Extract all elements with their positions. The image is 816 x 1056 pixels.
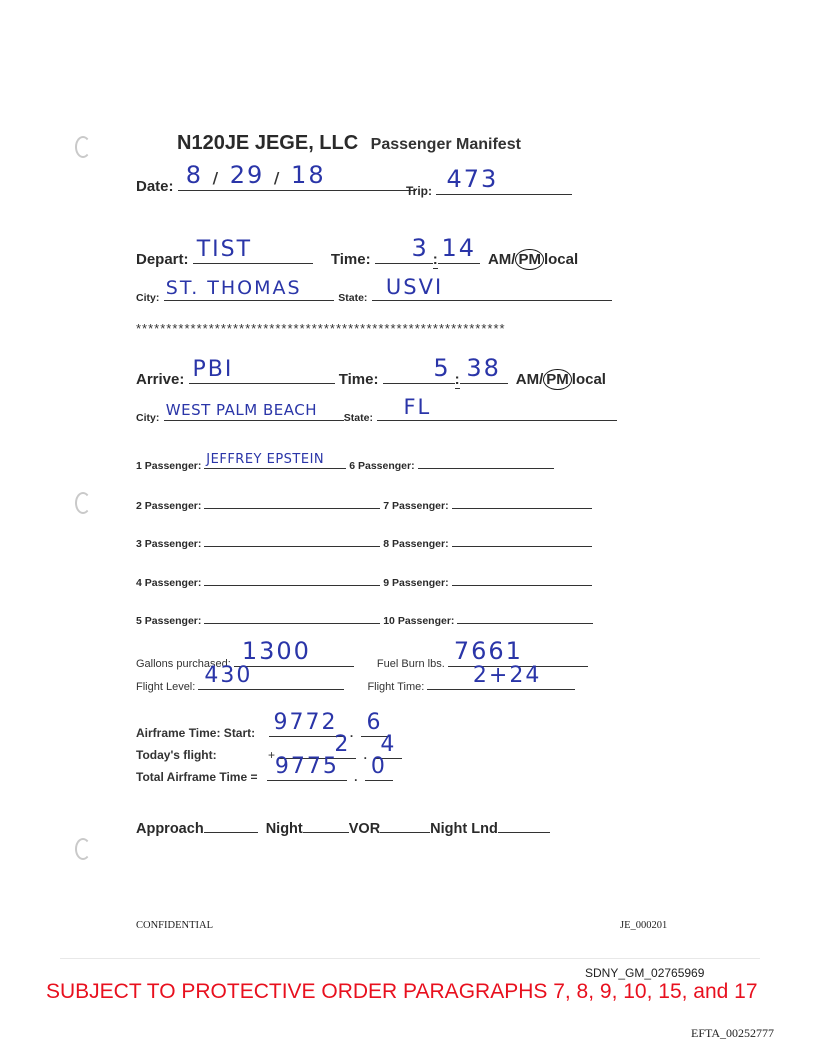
confidential-label: CONFIDENTIAL [136, 920, 213, 931]
airframe-start-whole: 9772 [273, 710, 338, 735]
passenger-5-field[interactable] [204, 607, 380, 624]
depart-airport: TIST [196, 237, 253, 262]
arrive-airport: PBI [192, 357, 234, 382]
depart-minute: 14 [441, 234, 477, 262]
protective-order-stamp: SUBJECT TO PROTECTIVE ORDER PARAGRAPHS 7, 8, 9, 10, 15, and 17 [46, 980, 758, 1003]
aircraft-owner-title: N120JE JEGE, LLC [177, 132, 359, 154]
fuel-burn-value: 7661 [453, 637, 523, 665]
night-field[interactable] [303, 818, 349, 833]
passenger-1-name: JEFFREY EPSTEIN [206, 452, 325, 467]
arrive-row: Arrive: PBI Time: 5 : 38 AM/ PM local [136, 354, 606, 388]
date-row [136, 161, 416, 195]
todays-flight-label: Today's flight: [136, 748, 217, 762]
page-edge-shadow [60, 958, 760, 959]
depart-state: USVI [385, 275, 444, 299]
passenger-5-label: 5 Passenger: [136, 615, 202, 627]
depart-city: ST. THOMAS [165, 277, 302, 299]
passenger-9-field[interactable] [452, 569, 592, 586]
total-airframe-label: Total Airframe Time = [136, 770, 258, 784]
passenger-7-label: 7 Passenger: [383, 500, 449, 512]
arrive-city-field[interactable] [164, 402, 344, 421]
trip-label: Trip: [406, 184, 432, 198]
passenger-3-field[interactable] [204, 530, 380, 547]
date-day: 29 [229, 161, 265, 189]
binder-hole-middle [75, 492, 91, 514]
arrive-state-field[interactable] [377, 395, 617, 421]
arrive-time-label: Time: [338, 371, 379, 388]
approach-field[interactable] [204, 818, 258, 833]
depart-airport-field[interactable] [193, 237, 313, 264]
arrive-state: FL [403, 395, 432, 419]
passenger-2-label: 2 Passenger: [136, 500, 202, 512]
date-month: 8 [185, 161, 203, 189]
passenger-8-field[interactable] [452, 530, 592, 547]
manifest-title: Passenger Manifest [370, 136, 521, 153]
section-divider: ************************************************************* [136, 321, 506, 336]
arrive-state-label: State: [343, 412, 373, 424]
passenger-6-label: 6 Passenger: [349, 460, 415, 472]
bates-number: JE_000201 [620, 920, 668, 931]
depart-city-field[interactable] [164, 277, 334, 301]
depart-city-row [136, 275, 612, 306]
airframe-start-label: Airframe Time: Start: [136, 726, 256, 740]
passenger-9-label: 9 Passenger: [383, 577, 449, 589]
arrive-airport-field[interactable] [189, 357, 335, 384]
airframe-start-row: Airframe Time: Start: 9772 . 6 [136, 720, 389, 740]
arrive-city-row [136, 395, 617, 426]
todays-flight-whole: 2 [334, 732, 351, 757]
efta-number: EFTA_00252777 [691, 1026, 775, 1040]
depart-city-label: City: [136, 292, 160, 304]
flight-time-label: Flight Time: [367, 681, 425, 693]
flight-time-value: 2+24 [472, 663, 542, 688]
passenger-8-label: 8 Passenger: [383, 538, 449, 550]
passenger-2-field[interactable] [204, 492, 380, 509]
arrive-city: WEST PALM BEACH [165, 401, 317, 419]
arrive-city-label: City: [136, 412, 160, 424]
approach-label: Approach [136, 821, 204, 837]
passenger-6-field[interactable] [418, 452, 554, 469]
trip-field[interactable] [436, 165, 572, 195]
passenger-row [136, 492, 592, 512]
arrive-hour: 5 [433, 354, 451, 382]
date-field[interactable]: 8 / 29 / 18 [178, 172, 416, 191]
binder-hole-top [75, 136, 91, 158]
date-label: Date: [136, 178, 174, 195]
passenger-1-field[interactable] [204, 452, 346, 469]
passenger-row [136, 607, 593, 627]
sdny-bates: SDNY_GM_02765969 [585, 966, 705, 980]
trip-value: 473 [446, 165, 499, 193]
total-airframe-decimal-field[interactable] [365, 754, 393, 781]
depart-minute-field[interactable] [438, 234, 480, 264]
arrive-local: local [571, 371, 606, 388]
passenger-1-label: 1 Passenger: [136, 460, 202, 472]
passenger-10-label: 10 Passenger: [383, 615, 455, 627]
arrive-hour-field[interactable] [383, 354, 455, 384]
passenger-4-field[interactable] [204, 569, 380, 586]
night-label: Night [265, 821, 303, 837]
todays-flight-decimal: 4 [380, 732, 397, 757]
flight-level-field[interactable] [198, 663, 344, 690]
depart-local: local [543, 251, 579, 268]
passenger-row [136, 452, 554, 472]
flight-level-value: 430 [204, 663, 253, 688]
depart-pm-circled: PM [515, 249, 544, 270]
todays-flight-row: Today's flight: + 2 . 4 [136, 742, 402, 762]
total-airframe-whole: 9775 [274, 754, 339, 779]
depart-hour-field[interactable] [375, 234, 433, 264]
flight-time-field[interactable] [427, 663, 575, 690]
passenger-row [136, 530, 592, 550]
vor-label: VOR [348, 821, 381, 837]
night-landing-label: Night Lnd [430, 821, 498, 837]
depart-state-label: State: [338, 292, 368, 304]
passenger-4-label: 4 Passenger: [136, 577, 202, 589]
arrive-am: AM [515, 371, 540, 388]
total-airframe-row: Total Airframe Time = 9775 . 0 [136, 764, 393, 784]
gallons-label: Gallons purchased: [136, 658, 231, 670]
arrive-minute: 38 [466, 354, 501, 382]
passenger-10-field[interactable] [457, 607, 593, 624]
depart-hour: 3 [411, 234, 429, 262]
trip-row [406, 165, 572, 200]
passenger-row [136, 569, 592, 589]
flight-level-label: Flight Level: [136, 681, 196, 693]
night-landing-field[interactable] [498, 818, 550, 833]
arrive-label: Arrive: [136, 371, 185, 388]
depart-state-field[interactable] [372, 275, 612, 301]
passenger-3-label: 3 Passenger: [136, 538, 202, 550]
depart-row: Depart: TIST Time: 3 : 14 AM/ PM local [136, 234, 579, 268]
gallons-value: 1300 [241, 637, 311, 665]
arrive-minute-field[interactable] [460, 354, 508, 384]
passenger-7-field[interactable] [452, 492, 592, 509]
arrive-pm-circled: PM [543, 369, 572, 390]
depart-am: AM [487, 251, 512, 268]
total-airframe-decimal: 0 [370, 754, 387, 779]
vor-field[interactable] [380, 818, 430, 833]
depart-time-label: Time: [330, 251, 371, 268]
depart-label: Depart: [136, 251, 189, 268]
airframe-start-decimal: 6 [366, 710, 383, 735]
binder-hole-bottom [75, 838, 91, 860]
approach-row [136, 818, 550, 837]
fuel-burn-label: Fuel Burn lbs. [376, 658, 445, 670]
date-year: 18 [291, 161, 326, 189]
page-title [177, 132, 521, 155]
total-airframe-field[interactable] [267, 754, 347, 781]
